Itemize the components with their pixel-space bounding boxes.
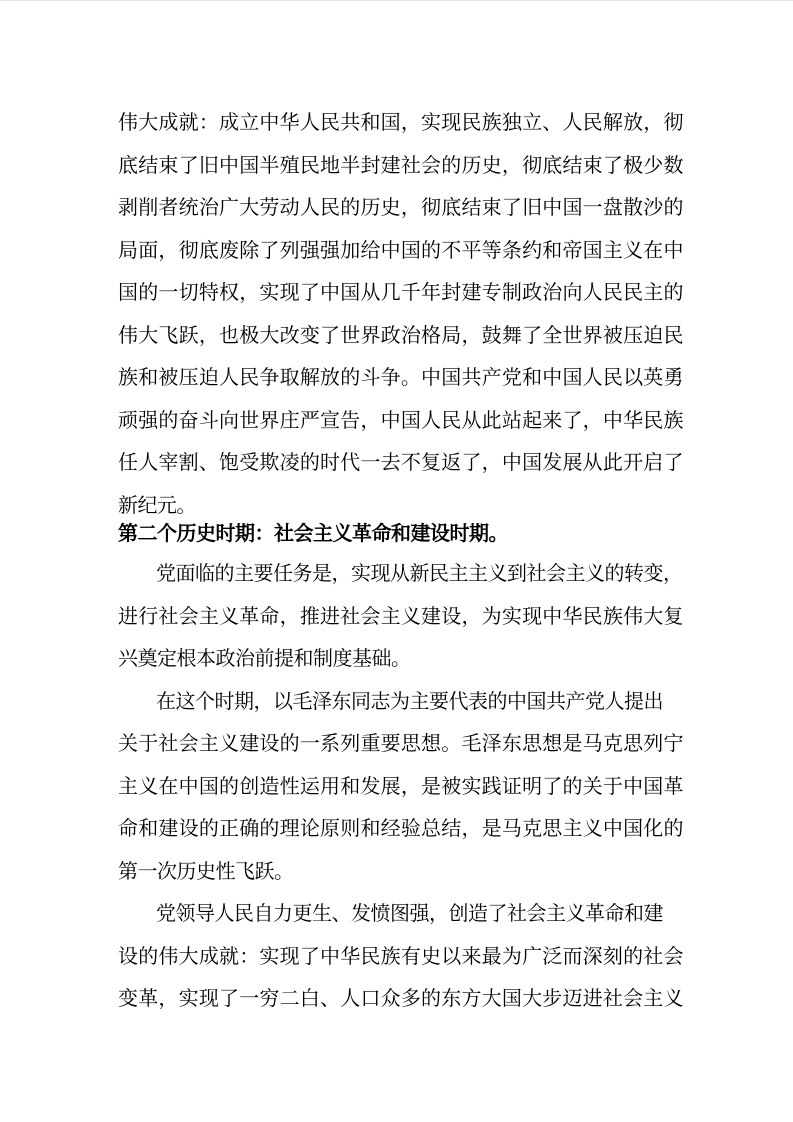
text-line: 命和建设的正确的理论原则和经验总结，是马克思主义中国化的 xyxy=(118,816,683,840)
text-line: 党领导人民自力更生、发愤图强，创造了社会主义革命和建 xyxy=(156,901,663,925)
text-line: 关于社会主义建设的一系列重要思想。毛泽东思想是马克思列宁 xyxy=(118,731,683,755)
paragraph-continuation xyxy=(118,101,683,526)
text-line: 新纪元。 xyxy=(118,492,196,517)
text-line: 第一次历史性飞跃。 xyxy=(118,858,294,883)
paragraph xyxy=(118,892,683,1020)
section-heading: 第二个历史时期：社会主义革命和建设时期。 xyxy=(118,521,508,545)
text-line: 变革，实现了一穷二白、人口众多的东方大国大步迈进社会主义 xyxy=(118,986,683,1010)
text-line: 伟大成就：成立中华人民共和国，实现民族独立、人民解放，彻 xyxy=(118,110,683,134)
text-line: 伟大飞跃，也极大改变了世界政治格局，鼓舞了全世界被压迫民 xyxy=(118,322,683,347)
text-line: 局面，彻底废除了列强强加给中国的不平等条约和帝国主义在中 xyxy=(118,237,683,262)
text-line: 族和被压迫人民争取解放的斗争。中国共产党和中国人民以英勇 xyxy=(118,365,683,389)
paragraph xyxy=(118,552,683,680)
text-line: 剥削者统治广大劳动人民的历史，彻底结束了旧中国一盘散沙的 xyxy=(118,195,683,219)
paragraph xyxy=(118,680,683,893)
text-line: 底结束了旧中国半殖民地半封建社会的历史，彻底结束了极少数 xyxy=(118,152,683,177)
document-text-area xyxy=(118,101,683,1020)
text-line: 主义在中国的创造性运用和发展，是被实践证明了的关于中国革 xyxy=(118,773,683,798)
text-line: 兴奠定根本政治前提和制度基础。 xyxy=(118,646,411,670)
text-line: 设的伟大成就：实现了中华民族有史以来最为广泛而深刻的社会 xyxy=(118,943,683,968)
text-line: 任人宰割、饱受欺凌的时代一去不复返了，中国发展从此开启了 xyxy=(118,450,683,474)
text-line: 国的一切特权，实现了中国从几千年封建专制政治向人民民主的 xyxy=(118,280,683,304)
text-line: 顽强的奋斗向世界庄严宣告，中国人民从此站起来了，中华民族 xyxy=(118,407,683,432)
text-line: 在这个时期，以毛泽东同志为主要代表的中国共产党人提出 xyxy=(156,688,663,713)
text-line: 党面临的主要任务是，实现从新民主主义到社会主义的转变， xyxy=(156,561,683,585)
text-line: 进行社会主义革命，推进社会主义建设，为实现中华民族伟大复 xyxy=(118,603,683,628)
